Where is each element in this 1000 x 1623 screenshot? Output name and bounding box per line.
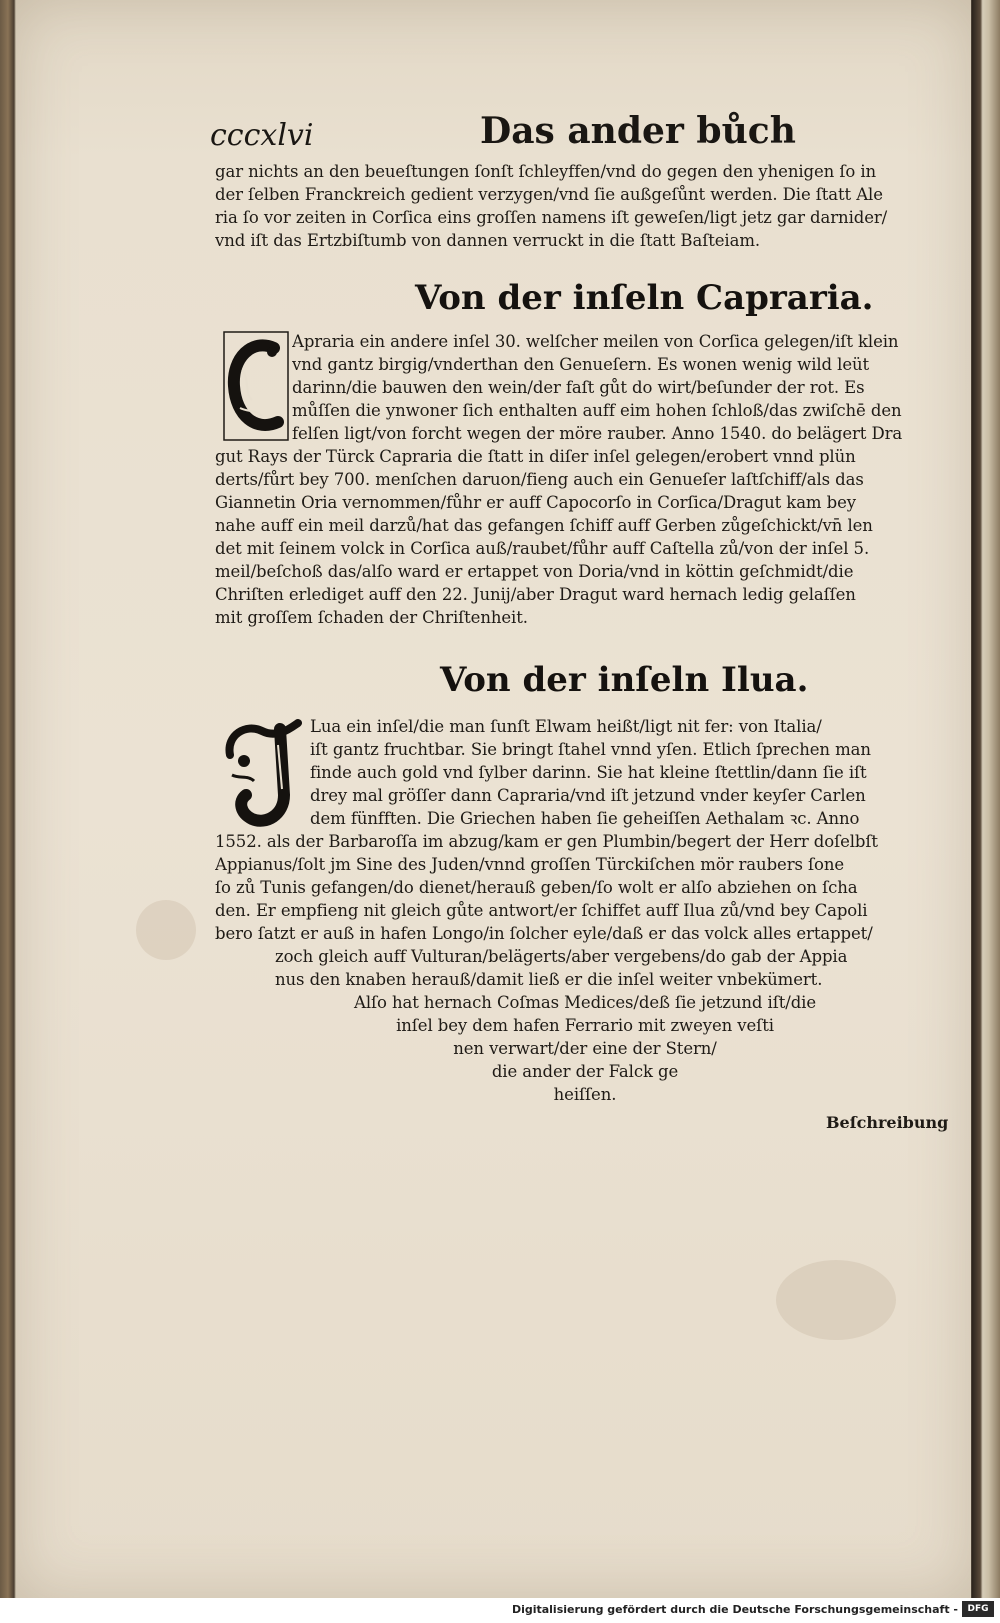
text-line: heiſſen. xyxy=(553,1085,617,1104)
section1-indented-text xyxy=(292,330,932,445)
section2-indented-text xyxy=(310,715,932,830)
decorated-initial-i xyxy=(222,715,302,830)
top-paragraph xyxy=(215,160,935,252)
text-line: vnd gantz birgig/vnderthan den Genueſern. Es wonen wenig wild leüt xyxy=(292,355,870,374)
text-line: Alſo hat hernach Coſmas Medices/deß ſie jetzund iſt/die xyxy=(354,993,816,1012)
text-line: Apraria ein andere inſel 30. welſcher meilen von Corſica gelegen/iſt klein xyxy=(292,332,899,351)
text-line: dem fünfften. Die Griechen haben ſie geheiſſen Aethalam ꝛc. Anno xyxy=(310,809,860,828)
text-line: Lua ein inſel/die man ſunſt Elwam heißt/ligt nit fer: von Italia/ xyxy=(310,717,822,736)
dfg-logo-icon: DFG xyxy=(962,1601,994,1617)
running-title: Das ander bůch xyxy=(480,110,796,152)
catchword: Beſchreibung xyxy=(826,1113,949,1132)
paper-stain xyxy=(136,900,196,960)
text-line: derts/fůrt bey 700. menſchen daruon/fieng auch ein Genueſer laſtſchiff/als das xyxy=(215,470,864,489)
text-line: Giannetin Oria vernommen/fůhr er auff Capocorſo in Corſica/Dragut kam bey xyxy=(215,493,856,512)
text-line: mit groſſem ſchaden der Chriſtenheit. xyxy=(215,608,528,627)
text-line: můſſen die ynwoner ſich enthalten auff eim hohen ſchloß/das zwiſchē den xyxy=(292,401,902,420)
text-line: felſen ligt/von forcht wegen der möre rauber. Anno 1540. do belägert Dra xyxy=(292,424,903,443)
text-line: zoch gleich auff Vulturan/belägerts/aber vergebens/do gab der Appia xyxy=(275,947,848,966)
initial-i-icon xyxy=(222,715,302,830)
text-line: ria ſo vor zeiten in Corſica eins groſſen namens iſt geweſen/ligt jetz gar darnider/ xyxy=(215,208,888,227)
text-line: gut Rays der Türck Capraria die ſtatt in diſer inſel gelegen/erobert vnnd plün xyxy=(215,447,856,466)
text-line: 1552. als der Barbaroſſa im abzug/kam er gen Plumbin/begert der Herr doſelbſt xyxy=(215,832,878,851)
section1-text xyxy=(215,445,935,629)
text-line: iſt gantz fruchtbar. Sie bringt ſtahel vnnd yſen. Etlich ſprechen man xyxy=(310,740,871,759)
decorated-initial-c xyxy=(222,330,290,442)
text-line: meil/beſchoß das/alſo ward er ertappet von Doria/vnd in köttin geſchmidt/die xyxy=(215,562,854,581)
text-line: nus den knaben herauß/damit ließ er die inſel weiter vnbekümert. xyxy=(275,970,823,989)
text-line: det mit ſeinem volck in Corſica auß/raubet/fůhr auff Caſtella zů/von der inſel 5. xyxy=(215,539,870,558)
text-line: Appianus/ſolt jm Sine des Juden/vnnd groſſen Türckiſchen mör raubers ſone xyxy=(215,855,845,874)
initial-c-icon xyxy=(222,330,290,442)
folio-number: cccxlvi xyxy=(210,118,314,153)
text-line: Chriſten erlediget auff den 22. Junij/aber Dragut ward hernach ledig gelaſſen xyxy=(215,585,856,604)
next-page-edge xyxy=(972,0,1000,1598)
footer-bar xyxy=(0,1598,1000,1623)
text-line: darinn/die bauwen den wein/der faſt gůt do wirt/beſunder der rot. Es xyxy=(292,378,865,397)
section-heading-ilua: Von der inſeln Ilua. xyxy=(440,660,809,700)
text-line: vnd iſt das Ertzbiſtumb von dannen verruckt in die ſtatt Baſteiam. xyxy=(215,231,761,250)
section-heading-capraria: Von der inſeln Capraria. xyxy=(415,278,874,318)
digitization-credit: Digitalisierung gefördert durch die Deutsche Forschungsgemeinschaft - xyxy=(511,1603,958,1616)
text-line: drey mal gröſſer dann Capraria/vnd iſt jetzund vnder keyſer Carlen xyxy=(310,786,866,805)
text-line: nahe auff ein meil darzů/hat das gefangen ſchiff auff Gerben zůgeſchickt/vn̄ len xyxy=(215,516,873,535)
text-line: den. Er empfieng nit gleich gůte antwort/er ſchiffet auff Ilua zů/vnd bey Capoli xyxy=(215,901,868,920)
text-line: inſel bey dem hafen Ferrario mit zweyen veſti xyxy=(396,1016,774,1035)
text-line: finde auch gold vnd ſylber darinn. Sie hat kleine ſtettlin/dann ſie iſt xyxy=(310,763,867,782)
text-line: gar nichts an den beueſtungen ſonſt ſchleyffen/vnd do gegen den yhenigen ſo in xyxy=(215,162,877,181)
running-head xyxy=(210,110,930,160)
text-line: bero ſatzt er auß in hafen Longo/in ſolcher eyle/daß er das volck alles ertappet/ xyxy=(215,924,873,943)
text-line: die ander der Falck ge xyxy=(491,1062,679,1081)
text-line: ſo zů Tunis gefangen/do dienet/herauß geben/ſo wolt er alſo abziehen on ſcha xyxy=(215,878,858,897)
text-line: nen verwart/der eine der Stern/ xyxy=(453,1039,717,1058)
text-line: der ſelben Franckreich gedient verzygen/vnd ſie außgeſůnt werden. Die ſtatt Ale xyxy=(215,185,883,204)
section2-tapered-text xyxy=(215,991,935,1106)
paper-stain xyxy=(776,1260,896,1340)
section2-text xyxy=(215,830,935,991)
